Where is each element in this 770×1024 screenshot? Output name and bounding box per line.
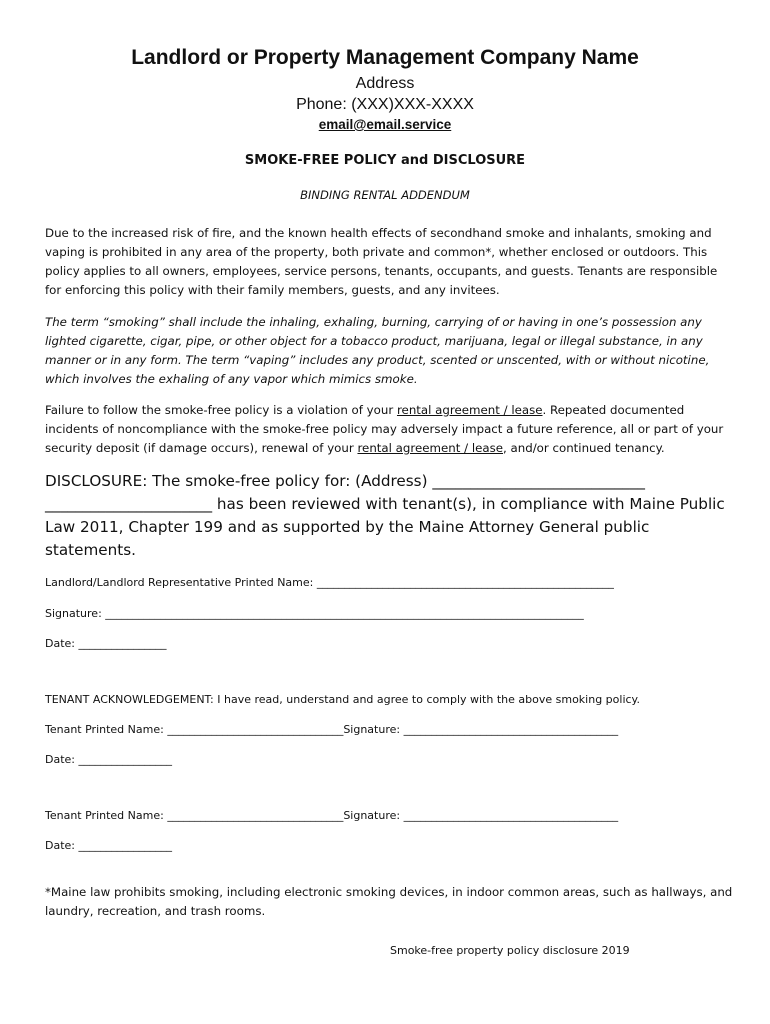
smoking-definition-paragraph: The term “smoking” shall include the inhaling, exhaling, burning, carrying of or having in one’s possession any lighted cigarette, cigar, pipe, or other object for a tobacco product, marijuana, legal or illegal substance, in any manner or in any form. The term “vaping” includes any product, scented or unscented, with or without nicotine, which involves the exhaling of any vapor which mimics smoke. <box>45 315 710 386</box>
tenant-2-name-signature-field: Tenant Printed Name: ________________________________Signature: _______________________________________ <box>45 809 619 822</box>
document-subtitle: BINDING RENTAL ADDENDUM <box>300 188 470 202</box>
landlord-date-field: Date: ________________ <box>45 637 167 650</box>
company-phone: Phone: (XXX)XXX-XXXX <box>296 96 474 113</box>
violation-paragraph <box>45 401 735 458</box>
tenant-1-name-signature-field: Tenant Printed Name: ________________________________Signature: _______________________________________ <box>45 723 619 736</box>
rental-agreement-reference: rental agreement / lease <box>357 441 503 455</box>
landlord-signature-field: Signature: _______________________________________________________________________________________ <box>45 607 584 620</box>
page-footer: Smoke-free property policy disclosure 2019 <box>390 944 630 957</box>
violation-text-1: Failure to follow the smoke-free policy is a violation of your <box>45 403 397 417</box>
company-email: email@email.service <box>318 117 452 132</box>
tenant-1-date-field: Date: _________________ <box>45 753 172 766</box>
violation-text-3: , and/or continued tenancy. <box>503 441 665 455</box>
tenant-acknowledgement: TENANT ACKNOWLEDGEMENT: I have read, understand and agree to comply with the above smoking policy. <box>45 693 640 706</box>
landlord-name-field: Landlord/Landlord Representative Printed Name: ______________________________________________________ <box>45 576 614 589</box>
violation-text-2: . Repeated documented incidents of noncompliance with the smoke-free policy may adversely impact a future reference, all or part of your security deposit (if damage occurs), renewal of your <box>45 403 724 455</box>
document-title: SMOKE-FREE POLICY and DISCLOSURE <box>244 153 526 168</box>
footnote: *Maine law prohibits smoking, including electronic smoking devices, in indoor common areas, such as hallways, and laundry, recreation, and trash rooms. <box>45 885 733 918</box>
tenant-2-date-field: Date: _________________ <box>45 839 172 852</box>
company-name: Landlord or Property Management Company Name <box>131 46 639 69</box>
disclosure-statement: DISCLOSURE: The smoke-free policy for: (Address) ____________________________ ______________________ has been reviewed with tenant(s), in compliance with Maine Public Law 2011, Chapter 199 and as supported by the Maine Attorney General public statements. <box>45 472 725 559</box>
rental-agreement-reference: rental agreement / lease <box>396 403 543 417</box>
company-address: Address <box>355 75 415 92</box>
policy-paragraph: Due to the increased risk of fire, and the known health effects of secondhand smoke and inhalants, smoking and vaping is prohibited in any area of the property, both private and common*, whether enclosed or outdoors. This policy applies to all owners, employees, service persons, tenants, occupants, and guests. Tenants are responsible for enforcing this policy with their family members, guests, and any invitees. <box>45 226 718 297</box>
